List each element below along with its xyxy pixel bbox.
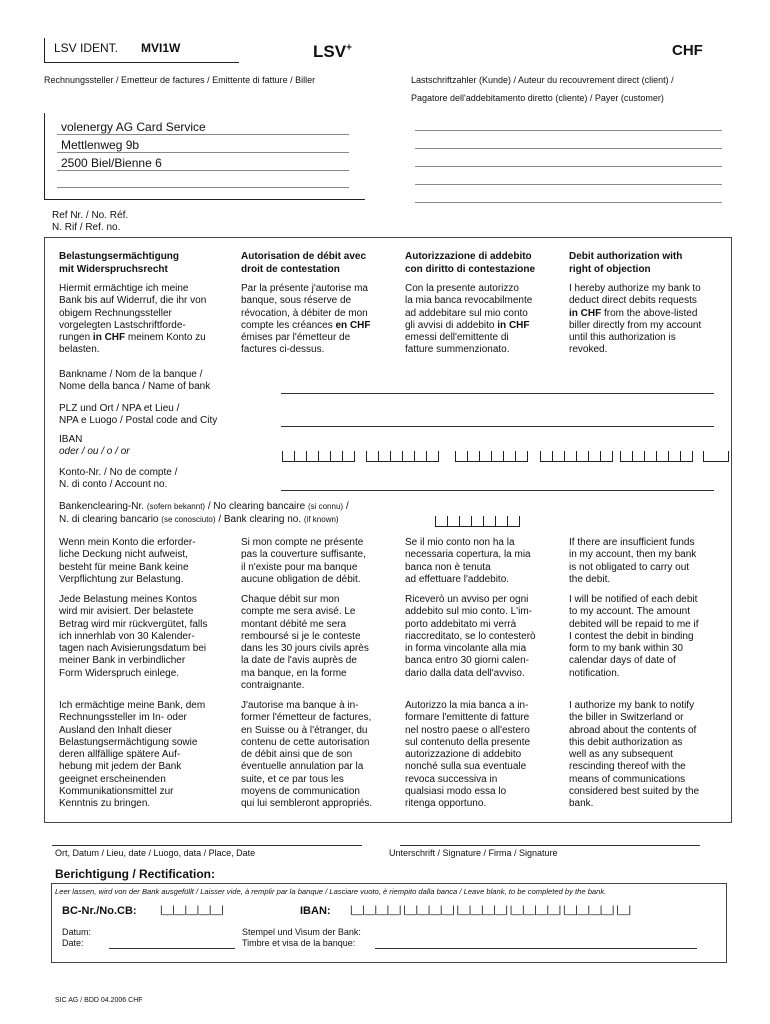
payer-label-2: Pagatore dell'addebitamento diretto (cliente) / Payer (customer) (411, 93, 664, 103)
signature-label: Unterschrift / Signature / Firma / Signature (389, 848, 558, 858)
bankname-label-1: Bankname / Nom de la banque / (59, 369, 203, 380)
heading-it: Autorizzazione di addebito con diritto di contestazione (405, 251, 536, 275)
bankname-line[interactable] (281, 393, 714, 394)
payer-line-4[interactable] (415, 184, 722, 185)
datum-label-1: Datum: (62, 927, 92, 937)
para1-en: If there are insufficient funds in my account, then my bank is not obligated to carry out the debit. (569, 537, 697, 585)
iban-group-1[interactable] (282, 446, 355, 462)
payer-line-1[interactable] (415, 130, 722, 131)
bankname-label-2: Nome della banca / Name of bank (59, 381, 211, 392)
para3-fr: J'autorise ma banque à in- former l'émetteur de factures, en Suisse ou à l'étranger, du contenu de cette autorisation de débit ainsi que de son éventuelle annulation par la suite, et ce par tous les moyens de communication qui lui sembleront appropriés. (241, 700, 373, 810)
auth-text-de: Hiermit ermächtige ich meine Bank bis auf Widerruf, die ihr von obigem Rechnungssteller vorgelegten Lastschriftforde- rungen in CHF meinem Konto zu belasten. (59, 283, 207, 356)
rectification-title: Berichtigung / Rectification: (55, 867, 216, 881)
para2-it: Riceverò un avviso per ogni addebito sul mio conto. L'im- porto addebitato mi verrà riaccreditato, se lo contesterò in forma vincolante alla mia banca entro 30 giorni calen- dario dalla data dell'avviso. (405, 594, 536, 679)
payer-line-3[interactable] (415, 166, 722, 167)
konto-label-1: Konto-Nr. / No de compte / (59, 467, 178, 478)
rect-iban-boxes[interactable]: |__|__|__|__| |__|__|__|__| |__|__|__|__| |__|__|__|__| |__|__|__|__| |__| (350, 905, 631, 916)
rectification-note: Leer lassen, wird von der Bank ausgefüllt / Laisser vide, à remplir par la banque / Lasciare vuoto, è riempito dalla banca / Leave blank, to be completed by the bank. (55, 887, 607, 896)
lsv-ident-label: LSV IDENT. (54, 41, 119, 55)
lsv-title: LSV+ (313, 42, 352, 61)
bc-label: BC-Nr./No.CB: (62, 905, 137, 917)
konto-line[interactable] (281, 490, 714, 491)
para3-it: Autorizzo la mia banca a in- formare l'emittente di fatture nel nostro paese o all'estero sul contenuto della presente autorizzazione di addebito nonché sulla sua eventuale revoca successiva in qualsiasi modo essa lo ritenga opportuno. (405, 700, 531, 810)
para3-de: Ich ermächtige meine Bank, dem Rechnungssteller im In- oder Ausland den Inhalt dieser Belastungsermächtigung sowie deren allfällige spätere Auf- hebung mit jedem der Bank geeignet erscheinenden Kommunikationsmittel zur Kenntnis zu bringen. (59, 700, 206, 810)
stamp-label-2: Timbre et visa de la banque: (242, 938, 356, 948)
payer-line-5[interactable] (415, 202, 722, 203)
payer-label-1: Lastschriftzahler (Kunde) / Auteur du recouvrement direct (client) / (411, 75, 674, 85)
iban-label-2: oder / ou / o / or (59, 446, 130, 457)
footer-code: SIC AG / BDD 04.2006 CHF (55, 997, 143, 1004)
heading-de: Belastungsermächtigung mit Widerspruchsrecht (59, 251, 180, 275)
heading-fr: Autorisation de débit avec droit de contestation (241, 251, 367, 275)
plz-line[interactable] (281, 426, 714, 427)
iban-group-4[interactable] (540, 446, 613, 462)
konto-label-2: N. di conto / Account no. (59, 479, 168, 490)
payer-line-2[interactable] (415, 148, 722, 149)
biller-label: Rechnungssteller / Emetteur de factures / Emittente di fatture / Biller (44, 75, 316, 85)
clearing-label-1: Bankenclearing-Nr. (sofern bekannt) / No clearing bancaire (si connu) / (59, 501, 349, 512)
bc-boxes[interactable]: |__|__|__|__|__| (160, 905, 224, 916)
biller-address-line-1: volenergy AG Card Service (61, 120, 206, 134)
biller-address-line-3: 2500 Biel/Bienne 6 (61, 156, 162, 170)
datum-label-2: Date: (62, 938, 84, 948)
currency-label: CHF (672, 42, 703, 59)
datum-line[interactable] (109, 948, 235, 949)
auth-text-fr: Par la présente j'autorise ma banque, sous réserve de révocation, à débiter de mon compte les créances en CHF émises par l'émetteur de factures ci-dessus. (241, 283, 371, 356)
para1-de: Wenn mein Konto die erforder- liche Deckung nicht aufweist, besteht für meine Bank keine Verpflichtung zur Belastung. (59, 537, 196, 585)
iban-label-1: IBAN (59, 434, 83, 445)
stamp-label-1: Stempel und Visum der Bank: (242, 927, 361, 937)
plz-label-2: NPA e Luogo / Postal code and City (59, 415, 218, 426)
rect-iban-label: IBAN: (300, 905, 331, 917)
iban-group-5[interactable] (620, 446, 693, 462)
auth-text-it: Con la presente autorizzo la mia banca revocabilmente ad addebitare sul mio conto gli avvisi di addebito in CHF emessi dell'emittente di fatture summenzionato. (405, 283, 533, 356)
para1-fr: Si mon compte ne présente pas la couverture suffisante, il n'existe pour ma banque aucune obligation de débit. (241, 537, 366, 585)
para2-de: Jede Belastung meines Kontos wird mir avisiert. Der belastete Betrag wird mir rückvergütet, falls ich innerhlab von 30 Kalender- tagen nach Avisierungsdatum bei meiner Bank in verbindlicher Form Widerspruch einlege. (59, 594, 208, 679)
biller-address-line-2: Mettlenweg 9b (61, 138, 140, 152)
clearing-boxes[interactable] (435, 511, 520, 527)
signature-line[interactable] (400, 845, 700, 846)
iban-group-3[interactable] (455, 446, 528, 462)
ref-label-1: Ref Nr. / No. Réf. (52, 210, 129, 221)
ref-label-2: N. Rif / Ref. no. (52, 222, 121, 233)
para1-it: Se il mio conto non ha la necessaria copertura, la mia banca non è tenuta ad effettuare l'addebito. (405, 537, 531, 585)
stamp-line[interactable] (375, 948, 697, 949)
place-date-line[interactable] (52, 845, 362, 846)
plz-label-1: PLZ und Ort / NPA et Lieu / (59, 403, 180, 414)
para2-fr: Chaque débit sur mon compte me sera avisé. Le montant débité me sera remboursé si je le conteste dans les 30 jours civils après la date de l'avis auprès de ma banque, en la forme contraignante. (241, 594, 369, 692)
lsv-ident-value: MVI1W (141, 41, 181, 55)
iban-group-6[interactable] (703, 446, 729, 462)
auth-text-en: I hereby authorize my bank to deduct direct debits requests in CHF from the above-listed biller directly from my account until this authorization is revoked. (569, 283, 702, 356)
heading-en: Debit authorization with right of objection (569, 251, 683, 275)
para2-en: I will be notified of each debit to my account. The amount debited will be repaid to me if I contest the debit in binding form to my bank within 30 calendar days of date of notification. (569, 594, 699, 679)
para3-en: I authorize my bank to notify the biller in Switzerland or abroad about the contents of this debit authorization as well as any subsequent rescinding thereof with the means of communications considered best suited by the bank. (569, 700, 700, 810)
clearing-label-2: N. di clearing bancario (se conosciuto) / Bank clearing no. (if known) (59, 514, 339, 525)
iban-group-2[interactable] (366, 446, 439, 462)
place-date-label: Ort, Datum / Lieu, date / Luogo, data / Place, Date (55, 848, 256, 858)
